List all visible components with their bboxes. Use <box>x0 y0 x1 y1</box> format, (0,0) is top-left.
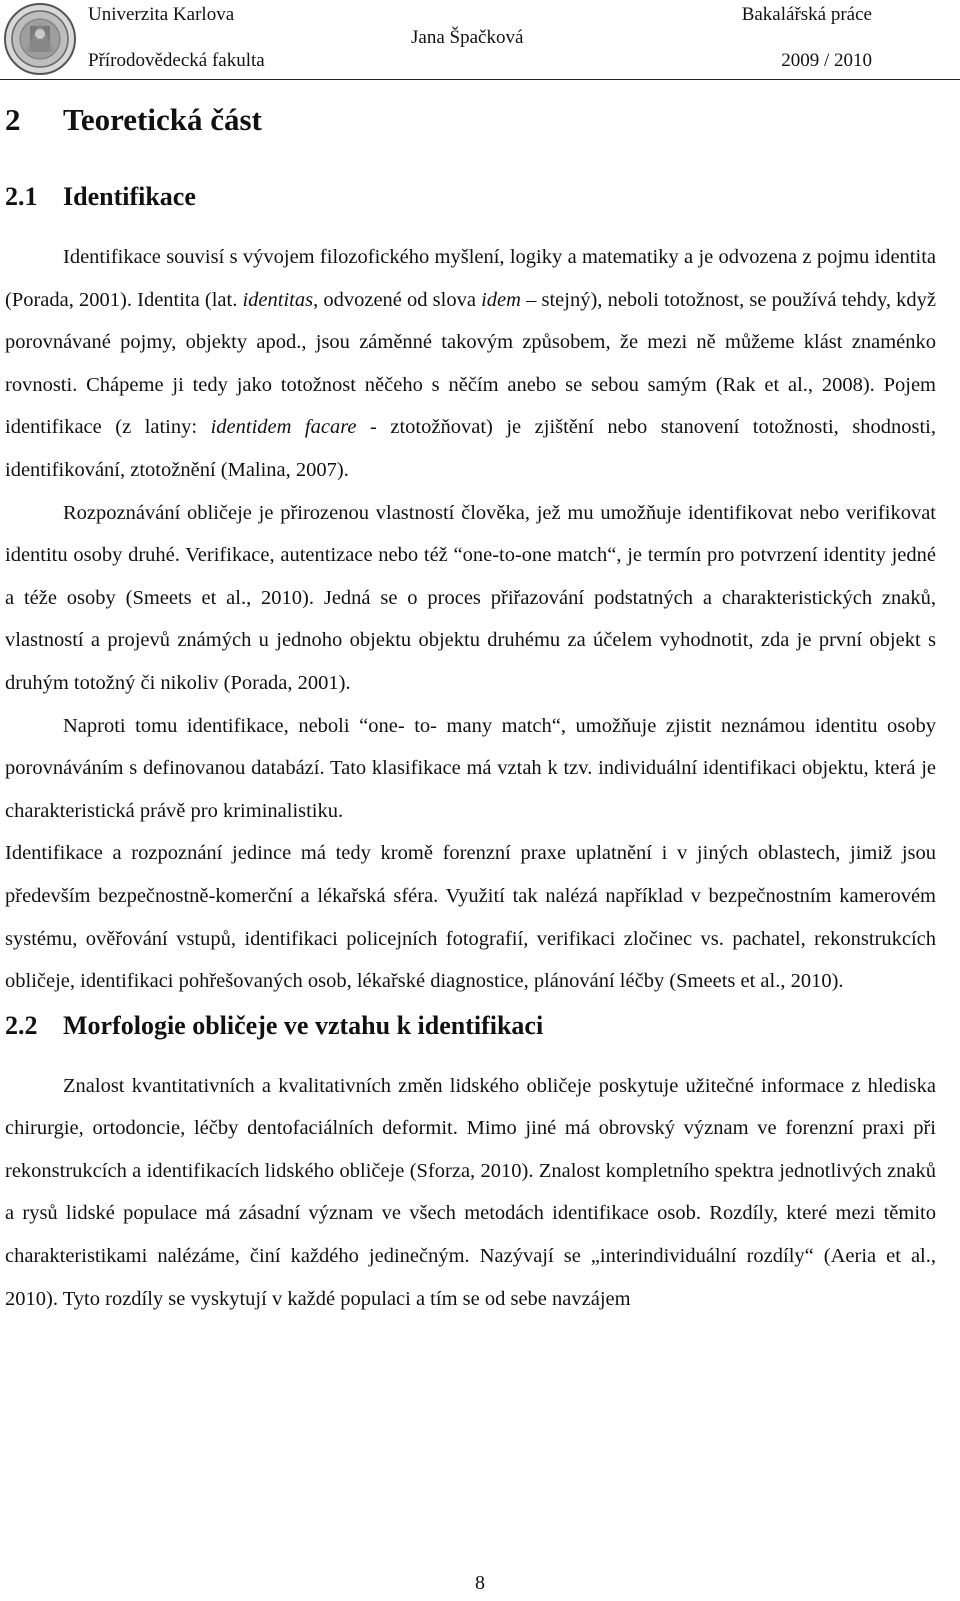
header-author: Jana Špačková <box>411 27 524 48</box>
header-university: Univerzita Karlova <box>88 4 235 25</box>
section-title: Identifikace <box>63 182 196 211</box>
university-seal-icon <box>3 2 77 76</box>
paragraph: Identifikace a rozpoznání jedince má tedy kromě forenzní praxe uplatnění i v jiných oblastech, jimiž jsou především bezpečnostně-komerční a lékařská sféra. Využití tak nalézá například v bezpečnostním kamerovém systému, ověřování vstupů, identifikaci policejních fotografií, verifikaci zločinec vs. pachatel, rekonstrukcích obličeje, identifikaci pohřešovaných osob, lékařské diagnostice, plánování léčby (Smeets et al., 2010). <box>5 842 936 993</box>
header-faculty: Přírodovědecká fakulta <box>88 50 265 71</box>
paragraph: Identifikace souvisí s vývojem filozofického myšlení, logiky a matematiky a je odvozena z pojmu identita (Porada, 2001). Identita (lat. identitas, odvozené od slova idem – stejný), neboli totožnost, se používá tehdy, když porovnávané pojmy, objekty apod., jsou záměnné takovým způsobem, že mezi ně můžeme klást znaménko rovnosti. Chápeme ji tedy jako totožnost něčeho s něčím anebo se sebou samým (Rak et al., 2008). Pojem identifikace (z latiny: identidem facare - ztotožňovat) je zjištění nebo stanovení totožnosti, shodnosti, identifikování, ztotožnění (Malina, 2007). <box>5 246 936 481</box>
paragraph: Znalost kvantitativních a kvalitativních změn lidského obličeje poskytuje užitečné informace z hlediska chirurgie, ortodoncie, léčby dentofaciálních deformit. Mimo jiné má obrovský význam ve forenzní praxi při rekonstrukcích a identifikacích lidského obličeje (Sforza, 2010). Znalost kompletního spektra jednotlivých znaků a rysů lidské populace má zásadní význam ve všech metodách identifikace osob. Rozdíly, které mezi těmito charakteristikami nalézáme, činí každého jedinečným. Nazývají se „interindividuální rozdíly“ (Aeria et al., 2010). Tyto rozdíly se vyskytují v každé populaci a tím se od sebe navzájem <box>5 1074 936 1310</box>
chapter-number: 2 <box>5 102 21 137</box>
paragraph: Rozpoznávání obličeje je přirozenou vlastností člověka, jež mu umožňuje identifikovat nebo verifikovat identitu osoby druhé. Verifikace, autentizace nebo též “one-to-one match“, je termín pro potvrzení identity jedné a téže osoby (Smeets et al., 2010). Jedná se o proces přiřazování podstatných a charakteristických znaků, vlastností a projevů známých u jednoho objektu objektu druhému za účelem vyhodnotit, zda je první objekt s druhým totožný či nikoliv (Porada, 2001). <box>5 501 936 694</box>
section-heading-morfologie <box>5 1009 936 1065</box>
header-thesis-type: Bakalářská práce <box>741 4 872 25</box>
header-divider <box>0 79 960 80</box>
section-number: 2.1 <box>5 182 38 211</box>
chapter-heading <box>5 100 936 148</box>
paragraph: Naproti tomu identifikace, neboli “one- to- many match“, umožňuje zjistit neznámou identitu osoby porovnáváním s definovanou databází. Tato klasifikace má vztah k tzv. individuální identifikaci objektu, která je charakteristická právě pro kriminalistiku. <box>5 714 936 822</box>
page-number: 8 <box>475 1572 485 1594</box>
page-header <box>0 0 960 82</box>
header-year: 2009 / 2010 <box>781 50 872 71</box>
chapter-title: Teoretická část <box>63 102 262 137</box>
document-body <box>5 100 936 1320</box>
section-title: Morfologie obličeje ve vztahu k identifikaci <box>63 1010 544 1040</box>
section-number: 2.2 <box>5 1010 38 1040</box>
section-heading-identifikace <box>5 180 936 236</box>
